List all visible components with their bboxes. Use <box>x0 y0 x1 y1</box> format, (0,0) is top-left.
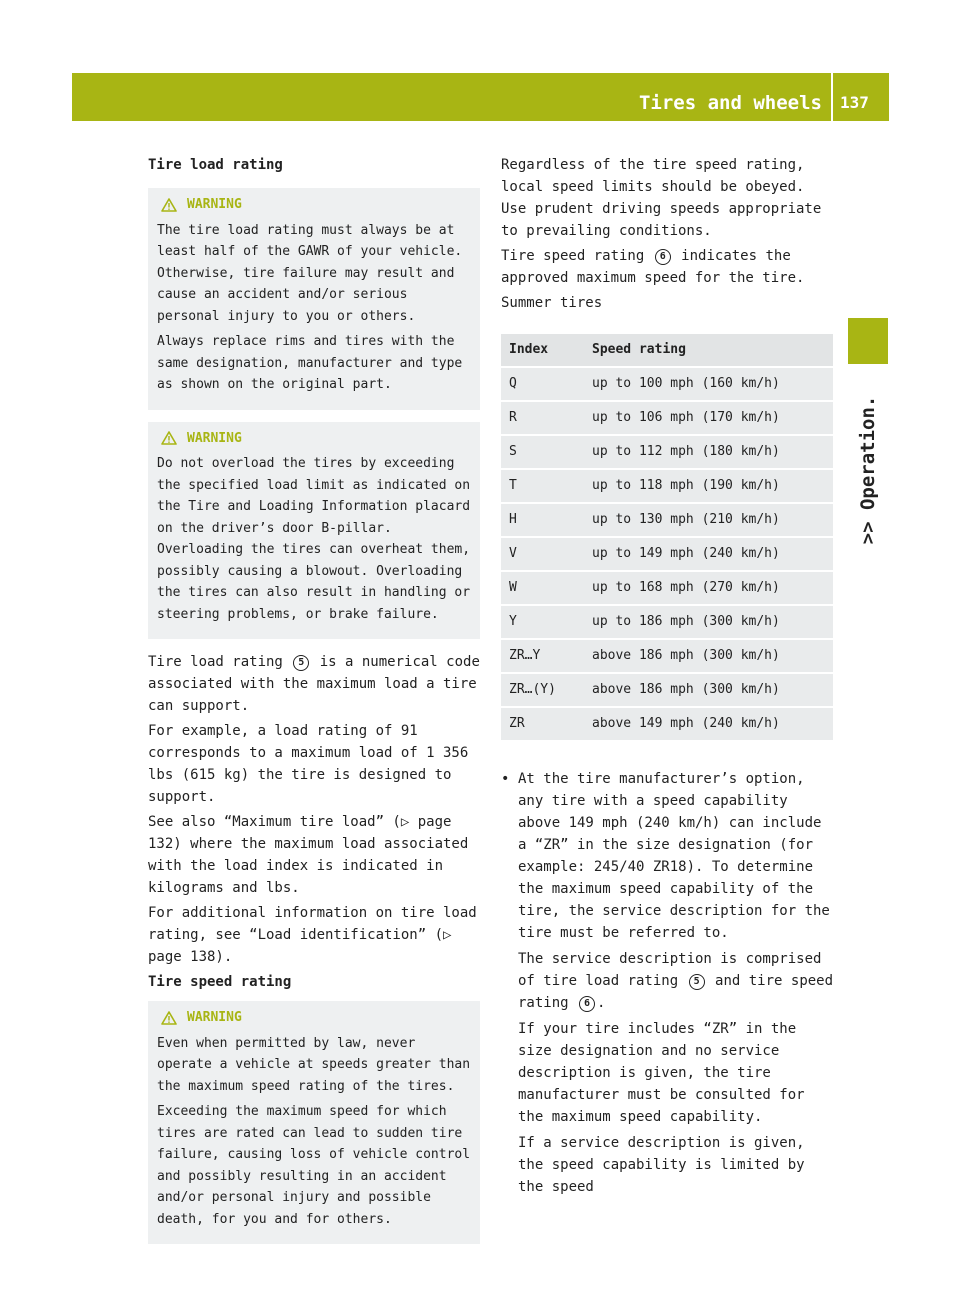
speed-cell: up to 149 mph (240 km/h) <box>584 538 833 570</box>
warning-text: The tire load rating must always be at least half of the GAWR of your vehicle. Otherwise, tire failure may result and cause an accident and/or serious personal injury to you or others. <box>157 222 463 324</box>
paragraph: If a service description is given, the speed capability is limited by the speed <box>518 1135 805 1195</box>
paragraph: If your tire includes “ZR” in the size designation and no service description is given, the tire manufacturer must be consulted for the maximum speed capability. <box>518 1021 805 1125</box>
index-cell: ZR…Y <box>501 640 584 672</box>
paragraph: Regardless of the tire speed rating, local speed limits should be obeyed. Use prudent driving speeds appropriate to prevailing conditions. <box>501 157 822 239</box>
speed-cell: up to 100 mph (160 km/h) <box>584 368 833 400</box>
warning-box-speed <box>148 1001 480 1244</box>
index-cell: ZR <box>501 708 584 740</box>
speed-cell: above 149 mph (240 km/h) <box>584 708 833 740</box>
section-tab <box>848 318 888 364</box>
speed-cell: above 186 mph (300 km/h) <box>584 674 833 706</box>
heading-tire-speed-rating: Tire speed rating <box>148 974 292 990</box>
speed-cell: up to 168 mph (270 km/h) <box>584 572 833 604</box>
paragraph: For additional information on tire load rating, see “Load identification” (▷ page 138). <box>148 905 477 965</box>
speed-rating-table <box>501 332 833 742</box>
table-header-row <box>501 334 833 366</box>
table-row <box>501 674 833 706</box>
table-row <box>501 538 833 570</box>
index-cell: Y <box>501 606 584 638</box>
callout-marker-6: 6 <box>579 996 595 1012</box>
paragraph: At the tire manufacturer’s option, any tire with a speed capability above 149 mph (240 km/h) can include a “ZR” in the size designation (for example: 245/40 ZR18). To determine the maximum speed capability of the tire, the service description for the tire must be referred to. <box>518 771 830 941</box>
table-row <box>501 606 833 638</box>
table-row <box>501 402 833 434</box>
heading-tire-load-rating: Tire load rating <box>148 157 283 173</box>
column-header-index: Index <box>501 334 584 366</box>
section-label: >> Operation. <box>857 395 879 545</box>
warning-title: WARNING <box>157 194 472 216</box>
speed-cell: above 186 mph (300 km/h) <box>584 640 833 672</box>
warning-text: Do not overload the tires by exceeding the specified load limit as indicated on the Tire and Loading Information placard on the driver’s door B-pillar. Overloading the tires can overheat them, possibly causing a blowout. Overloading the tires can also result in handling or steering problems, or brake failure. <box>157 456 471 622</box>
warning-box-overload <box>148 422 480 640</box>
page-title: Tires and wheels <box>638 92 822 114</box>
paragraph: See also “Maximum tire load” (▷ page 132) where the maximum load associated with the load index is indicated in kilograms and lbs. <box>148 814 469 896</box>
header-separator <box>831 73 833 121</box>
index-cell: R <box>501 402 584 434</box>
paragraph: Summer tires <box>501 295 603 311</box>
warning-triangle-icon <box>161 1011 177 1025</box>
column-header-speed-rating: Speed rating <box>584 334 833 366</box>
index-cell: Q <box>501 368 584 400</box>
index-cell: ZR…(Y) <box>501 674 584 706</box>
index-cell: S <box>501 436 584 468</box>
warning-text: Even when permitted by law, never operate a vehicle at speeds greater than the maximum speed rating of the tires. <box>157 1035 471 1094</box>
bullet-icon: • <box>501 771 510 787</box>
paragraph: For example, a load rating of 91 corresponds to a maximum load of 1 356 lbs (615 kg) the tire is designed to support. <box>148 723 469 805</box>
callout-marker-5: 5 <box>689 974 705 990</box>
speed-cell: up to 118 mph (190 km/h) <box>584 470 833 502</box>
paragraph: The service description is comprised of tire load rating 5 and tire speed rating 6 . <box>518 951 834 1011</box>
index-cell: V <box>501 538 584 570</box>
right-column <box>501 154 835 1202</box>
table-row <box>501 708 833 740</box>
speed-cell: up to 186 mph (300 km/h) <box>584 606 833 638</box>
warning-text: Always replace rims and tires with the same designation, manufacturer and type as shown on the original part. <box>157 334 463 392</box>
paragraph: Tire speed rating 6 indicates the approved maximum speed for the tire. <box>501 248 805 286</box>
table-row <box>501 572 833 604</box>
bullet-item <box>501 768 835 1202</box>
warning-text: Exceeding the maximum speed for which tires are rated can lead to sudden tire failure, causing loss of vehicle control and possibly resulting in an accident and/or personal injury and possible death, for you and for others. <box>157 1104 471 1227</box>
table-row <box>501 470 833 502</box>
index-cell: T <box>501 470 584 502</box>
warning-triangle-icon <box>161 431 177 445</box>
index-cell: H <box>501 504 584 536</box>
table-row <box>501 368 833 400</box>
index-cell: W <box>501 572 584 604</box>
warning-box-load-rating <box>148 188 480 410</box>
page-number: 137 <box>840 93 869 112</box>
left-column <box>148 154 480 1256</box>
warning-title: WARNING <box>157 1007 472 1029</box>
callout-marker-6: 6 <box>655 249 671 265</box>
bullet-body <box>518 768 835 1202</box>
warning-title: WARNING <box>157 428 472 450</box>
speed-cell: up to 106 mph (170 km/h) <box>584 402 833 434</box>
callout-marker-5: 5 <box>293 655 309 671</box>
table-row <box>501 640 833 672</box>
speed-cell: up to 130 mph (210 km/h) <box>584 504 833 536</box>
table-row <box>501 436 833 468</box>
table-row <box>501 504 833 536</box>
paragraph: Tire load rating 5 is a numerical code associated with the maximum load a tire can support. <box>148 654 480 714</box>
speed-cell: up to 112 mph (180 km/h) <box>584 436 833 468</box>
warning-triangle-icon <box>161 198 177 212</box>
